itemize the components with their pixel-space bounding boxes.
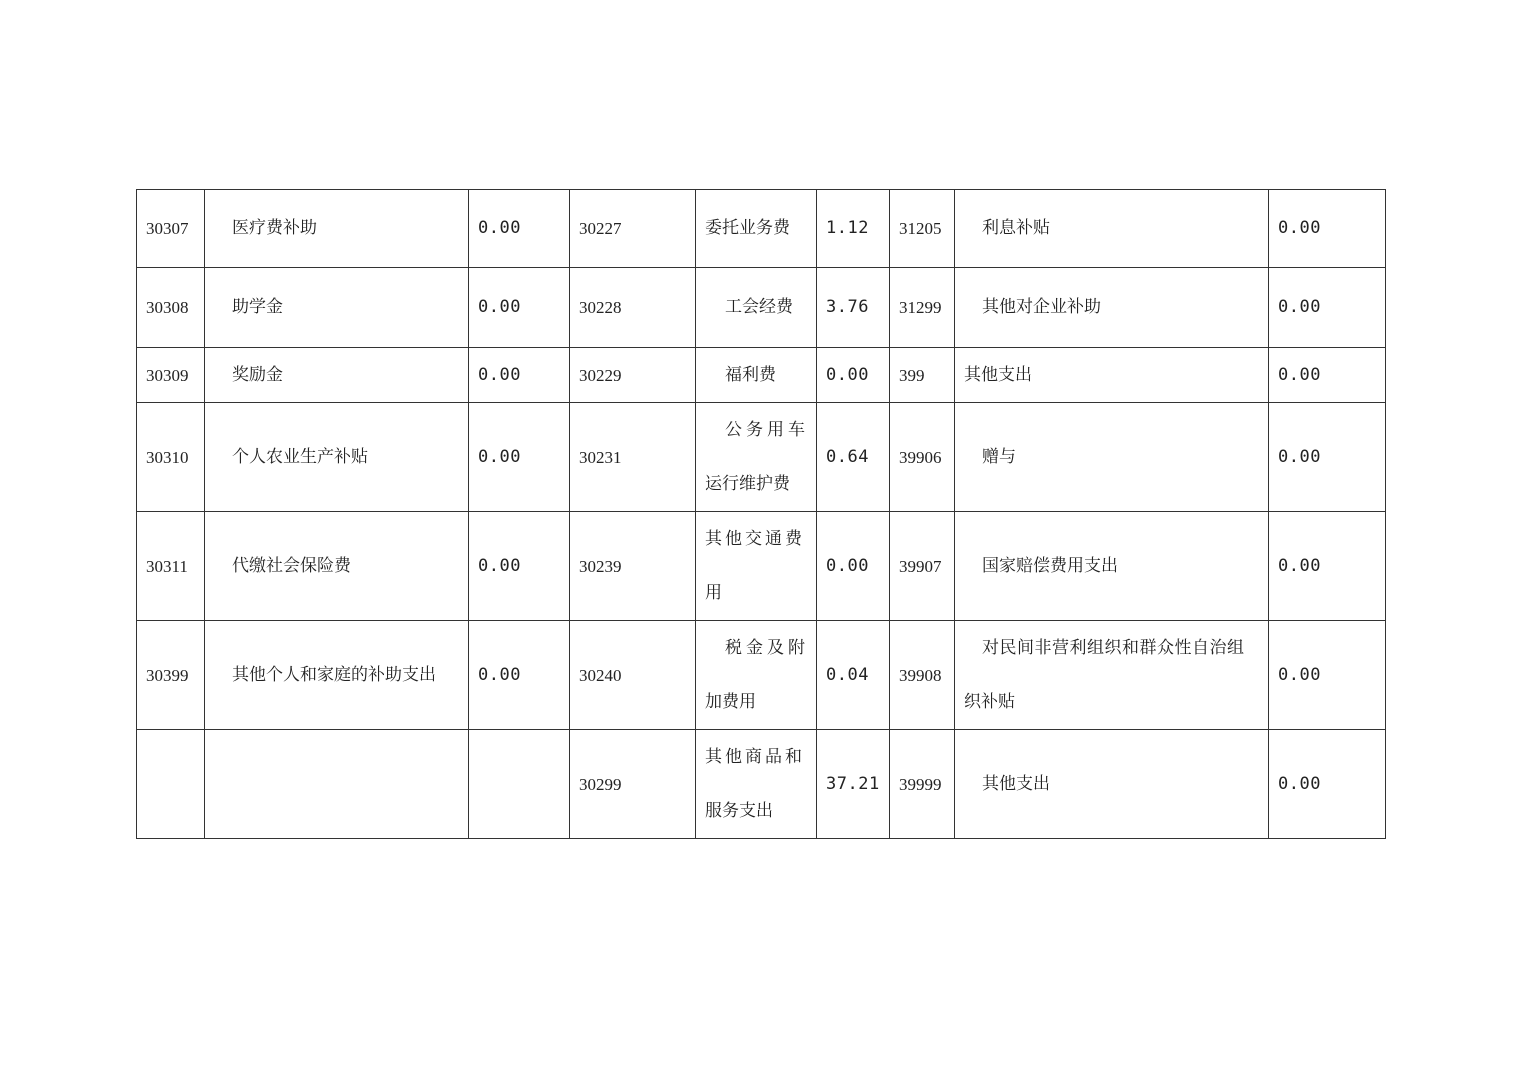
group3-amount-cell: 0.00 <box>1269 268 1386 348</box>
group3-code-cell: 39908 <box>890 621 955 730</box>
group2-amount-cell: 0.00 <box>817 512 890 621</box>
group1-code-cell: 30399 <box>137 621 205 730</box>
group3-amount-cell: 0.00 <box>1269 621 1386 730</box>
table-row <box>137 730 1386 839</box>
group1-code-cell: 30310 <box>137 403 205 512</box>
table-row <box>137 190 1386 268</box>
group2-name-cell: 福利费 <box>696 348 817 403</box>
group1-name-cell: 奖励金 <box>205 348 469 403</box>
table-row <box>137 403 1386 512</box>
group1-code-cell: 30311 <box>137 512 205 621</box>
group2-amount-cell: 0.00 <box>817 348 890 403</box>
group3-amount-cell: 0.00 <box>1269 348 1386 403</box>
group1-code-cell: 30308 <box>137 268 205 348</box>
group2-name-cell <box>696 621 817 730</box>
group3-name-cell: 其他对企业补助 <box>955 268 1269 348</box>
group1-amount-cell: 0.00 <box>469 348 570 403</box>
group1-amount-cell: 0.00 <box>469 512 570 621</box>
expenditure-table-page <box>136 189 1385 839</box>
group1-name-cell <box>205 730 469 839</box>
group3-name-cell <box>955 621 1269 730</box>
group2-name-line-1: 公务用车 <box>725 420 809 440</box>
group1-code-cell <box>137 730 205 839</box>
group2-code-cell: 30240 <box>570 621 696 730</box>
group2-name-line-2: 加费用 <box>705 692 756 712</box>
group3-amount-cell: 0.00 <box>1269 190 1386 268</box>
group1-code-cell: 30309 <box>137 348 205 403</box>
group1-name-cell: 个人农业生产补贴 <box>205 403 469 512</box>
group1-code-cell: 30307 <box>137 190 205 268</box>
group1-amount-cell: 0.00 <box>469 621 570 730</box>
group3-name-cell: 国家赔偿费用支出 <box>955 512 1269 621</box>
group2-amount-cell: 3.76 <box>817 268 890 348</box>
group2-code-cell: 30229 <box>570 348 696 403</box>
group2-amount-cell: 37.21 <box>817 730 890 839</box>
group3-name-cell: 赠与 <box>955 403 1269 512</box>
group2-name-line-1: 其他商品和 <box>705 747 805 767</box>
group2-name-cell: 工会经费 <box>696 268 817 348</box>
group1-name-cell: 代缴社会保险费 <box>205 512 469 621</box>
group2-name-cell: 委托业务费 <box>696 190 817 268</box>
group3-name-line-2: 织补贴 <box>964 692 1015 712</box>
group1-amount-cell <box>469 730 570 839</box>
group3-amount-cell: 0.00 <box>1269 512 1386 621</box>
group1-name-cell: 其他个人和家庭的补助支出 <box>205 621 469 730</box>
group2-name-line-2: 服务支出 <box>705 801 773 821</box>
group1-name-cell: 助学金 <box>205 268 469 348</box>
group2-code-cell: 30299 <box>570 730 696 839</box>
group3-code-cell: 399 <box>890 348 955 403</box>
group3-amount-cell: 0.00 <box>1269 730 1386 839</box>
table-row <box>137 348 1386 403</box>
group2-amount-cell: 0.64 <box>817 403 890 512</box>
group2-code-cell: 30231 <box>570 403 696 512</box>
group2-name-cell <box>696 512 817 621</box>
table-row <box>137 512 1386 621</box>
group1-name-cell: 医疗费补助 <box>205 190 469 268</box>
group3-name-cell: 其他支出 <box>955 730 1269 839</box>
group2-name-cell <box>696 730 817 839</box>
group3-code-cell: 39907 <box>890 512 955 621</box>
group2-code-cell: 30227 <box>570 190 696 268</box>
group2-name-line-1: 税金及附 <box>725 638 809 658</box>
group3-name-cell: 利息补贴 <box>955 190 1269 268</box>
group3-code-cell: 39906 <box>890 403 955 512</box>
group2-name-line-1: 其他交通费 <box>705 529 805 549</box>
group2-code-cell: 30228 <box>570 268 696 348</box>
group3-code-cell: 31299 <box>890 268 955 348</box>
group2-name-cell <box>696 403 817 512</box>
group3-amount-cell: 0.00 <box>1269 403 1386 512</box>
table-row <box>137 621 1386 730</box>
group2-name-line-2: 用 <box>705 583 722 603</box>
group2-amount-cell: 0.04 <box>817 621 890 730</box>
group1-amount-cell: 0.00 <box>469 190 570 268</box>
group1-amount-cell: 0.00 <box>469 403 570 512</box>
expenditure-detail-table <box>136 189 1386 839</box>
table-row <box>137 268 1386 348</box>
group3-code-cell: 31205 <box>890 190 955 268</box>
group2-code-cell: 30239 <box>570 512 696 621</box>
group2-amount-cell: 1.12 <box>817 190 890 268</box>
group3-code-cell: 39999 <box>890 730 955 839</box>
group2-name-line-2: 运行维护费 <box>705 474 790 494</box>
group3-name-line-1: 对民间非营利组织和群众性自治组 <box>982 638 1245 658</box>
group3-name-cell: 其他支出 <box>955 348 1269 403</box>
group1-amount-cell: 0.00 <box>469 268 570 348</box>
